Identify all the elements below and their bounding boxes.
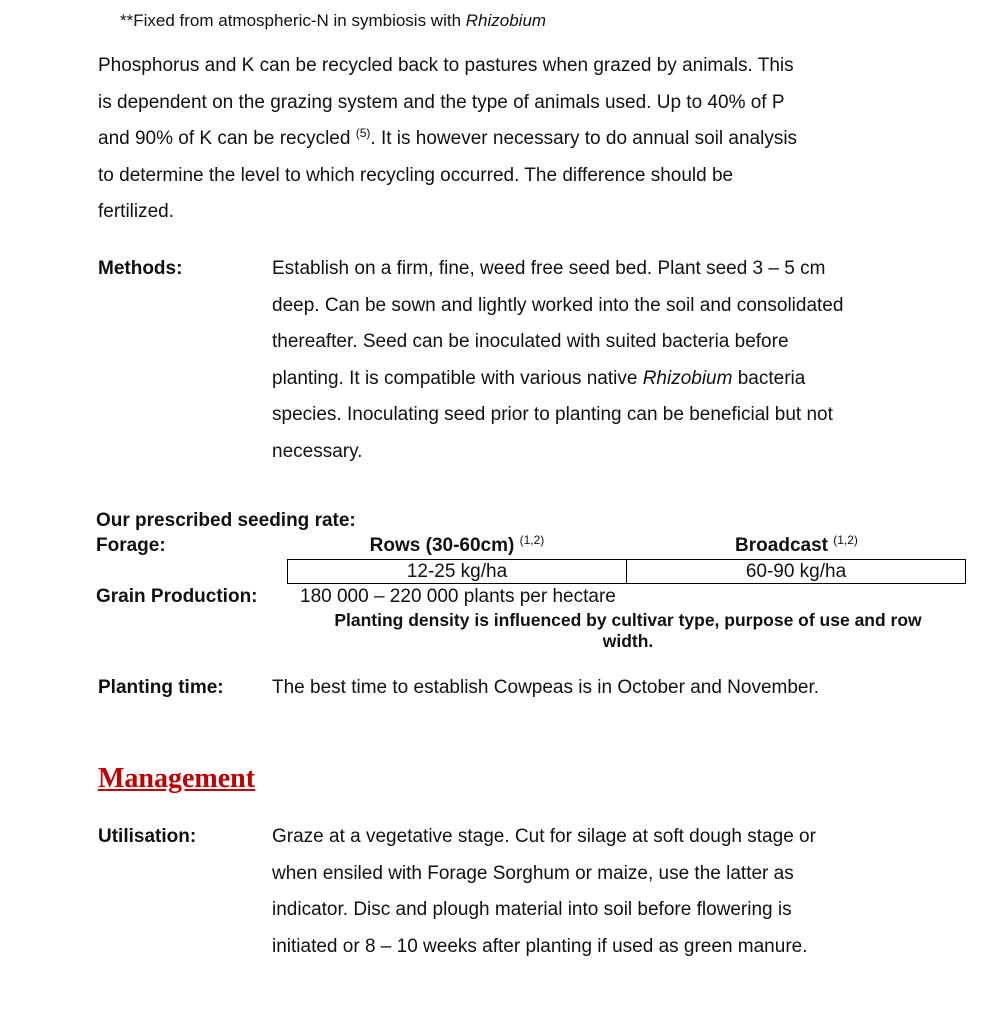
utilisation-line: when ensiled with Forage Sorghum or maize, use the latter as bbox=[272, 862, 794, 884]
methods-label: Methods: bbox=[98, 258, 183, 279]
methods-line: planting. It is compatible with various native Rhizobium bacteria bbox=[272, 367, 806, 389]
management-heading: Management bbox=[98, 763, 256, 794]
utilisation-label: Utilisation: bbox=[98, 826, 197, 847]
reference-marker: (1,2) bbox=[833, 533, 858, 547]
utilisation-line: initiated or 8 – 10 weeks after planting if used as green manure. bbox=[272, 935, 808, 957]
methods-line: Establish on a firm, fine, weed free seed bed. Plant seed 3 – 5 cm bbox=[272, 258, 826, 279]
utilisation-line: indicator. Disc and plough material into soil before flowering is bbox=[272, 899, 792, 920]
density-note: Planting density is influenced by cultivar type, purpose of use and row width. bbox=[334, 610, 922, 651]
table-row bbox=[288, 560, 966, 584]
rows-header: Rows (30-60cm) $^{(1,2)}$ bbox=[369, 533, 545, 556]
seeding-rate-table bbox=[287, 559, 966, 584]
rhizobium-italic: Rhizobium bbox=[642, 367, 733, 389]
intro-line: to determine the level to which recycling occurred. The difference should be bbox=[98, 164, 734, 186]
grain-label: Grain Production: bbox=[96, 586, 258, 607]
forage-label: Forage: bbox=[96, 535, 166, 556]
footnote-text: **Fixed from atmospheric-N in symbiosis with bbox=[120, 11, 466, 30]
rows-rate-cell: 12-25 kg/ha bbox=[288, 560, 627, 584]
reference-marker: (5) bbox=[355, 126, 371, 140]
grain-value: 180 000 – 220 000 plants per hectare bbox=[300, 586, 616, 607]
broadcast-header: Broadcast $^{(1,2)}$ bbox=[735, 533, 858, 556]
intro-paragraph bbox=[98, 48, 898, 231]
planting-time-label: Planting time: bbox=[98, 677, 224, 698]
utilisation-line: Graze at a vegetative stage. Cut for silage at soft dough stage or bbox=[272, 826, 816, 847]
utilisation-text bbox=[272, 819, 889, 965]
broadcast-rate-cell: 60-90 kg/ha bbox=[627, 560, 966, 584]
intro-line: fertilized. bbox=[98, 201, 175, 222]
methods-text bbox=[272, 251, 889, 470]
planting-time-text: The best time to establish Cowpeas is in October and November. bbox=[272, 677, 820, 698]
reference-marker: (1,2) bbox=[519, 533, 545, 547]
intro-line: and 90% of K can be recycled $^{(5)}$. It is however necessary to do annual soil analysis bbox=[98, 126, 798, 149]
seeding-title: Our prescribed seeding rate: bbox=[96, 510, 356, 531]
methods-line: deep. Can be sown and lightly worked into the soil and consolidated bbox=[272, 294, 844, 316]
methods-line: necessary. bbox=[272, 440, 363, 462]
methods-line: thereafter. Seed can be inoculated with suited bacteria before bbox=[272, 331, 789, 352]
methods-line: species. Inoculating seed prior to planting can be beneficial but not bbox=[272, 404, 833, 425]
footnote-organism: Rhizobium bbox=[465, 11, 547, 30]
footnote bbox=[120, 9, 546, 33]
intro-line: Phosphorus and K can be recycled back to pastures when grazed by animals. This bbox=[98, 55, 794, 76]
intro-line: is dependent on the grazing system and the type of animals used. Up to 40% of P bbox=[98, 91, 785, 113]
